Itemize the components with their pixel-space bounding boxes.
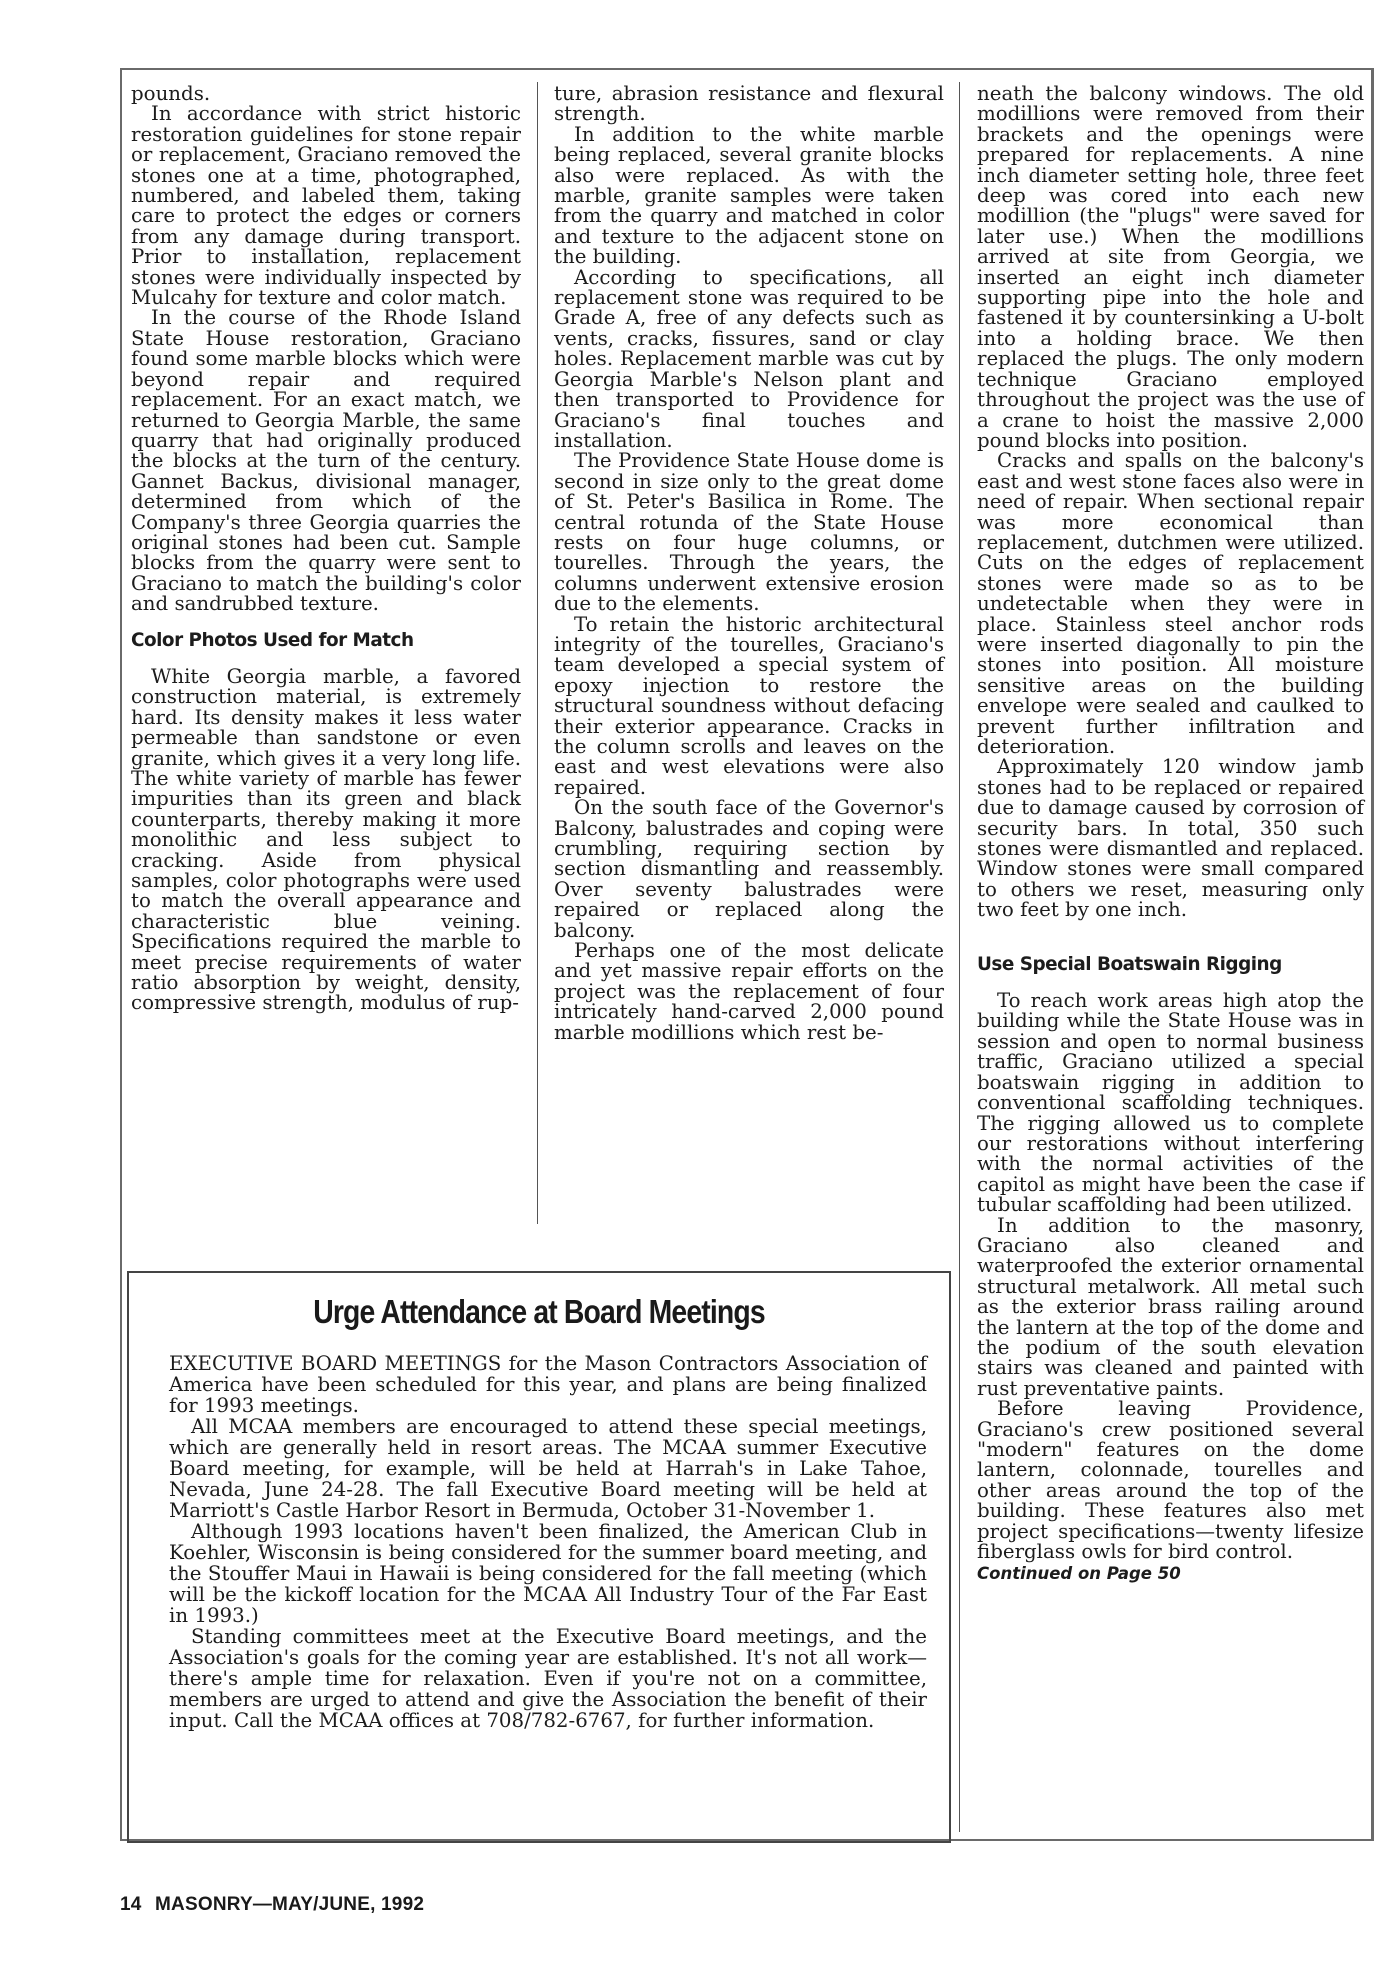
column-1 <box>131 84 521 1014</box>
paragraph: neath the balcony windows. The old modillions were removed from their brackets and the openings were prepared for replacements. A nine inch diameter setting hole, three feet deep was cored into each new modillion (the "plugs" were saved for later use.) When the modillions arrived at site from Georgia, we inserted an eight inch diameter supporting pipe into the hole and fastened it by countersinking a U-bolt into a holding brace. We then replaced the plugs. The only modern technique Graciano employed throughout the project was the use of a crane to hoist the massive 2,000 pound blocks into position. <box>977 82 1364 452</box>
column-3 <box>977 84 1364 1585</box>
paragraph: In accordance with strict historic restoration guidelines for stone repair or replacement, Graciano removed the stones one at a time, photographed, numbered, and labeled them, taking care to protect the edges or corners from any damage during transport. Prior to installation, replacement stones were individually inspected by Mulcahy for texture and color match. <box>131 102 521 310</box>
section-heading: Color Photos Used for Match <box>131 629 414 651</box>
publication-line: MASONRY—MAY/JUNE, 1992 <box>155 1894 425 1915</box>
box-body <box>169 1353 927 1731</box>
sidebar-box <box>127 1271 951 1843</box>
column-divider-1 <box>537 82 538 1224</box>
paragraph: On the south face of the Governor's Balcony, balustrades and coping were crumbling, requiring section by section dismantling and reassembly. Over seventy balustrades were repaired or replaced along the balcony. <box>554 796 944 942</box>
continued-note: Continued on Page 50 <box>977 1564 1181 1584</box>
paragraph: To reach work areas high atop the building while the State House was in session and open to normal business traffic, Graciano utilized a special boatswain rigging in addition to conventional scaffolding techniques. The rigging allowed us to complete our restorations without interfering with the normal activities of the capitol as might have been the case if tubular scaffolding had been utilized. <box>977 989 1364 1217</box>
paragraph: Before leaving Providence, Graciano's crew positioned several "modern" features on the dome lantern, colonnade, tourelles and other areas around the top of the building. These features also met project specifications—twenty lifesize fiberglass owls for bird control. <box>977 1397 1364 1564</box>
paragraph: In the course of the Rhode Island State House restoration, Graciano found some marble blocks which were beyond repair and required replacement. For an exact match, we returned to Georgia Marble, the same quarry that had originally produced the blocks at the turn of the century. Gannet Backus, divisional manager, determined from which of the Company's three Georgia quarries the original stones had been cut. Sample blocks from the quarry were sent to Graciano to match the building's color and sandrubbed texture. <box>131 306 521 616</box>
paragraph: Standing committees meet at the Executive Board meetings, and the Association's goals for the coming year are established. It's not all work—there's ample time for relaxation. Even if you're not on a committee, members are urged to attend and give the Association the benefit of their input. Call the MCAA offices at 708/782-6767, for further information. <box>169 1625 927 1732</box>
paragraph: pounds. <box>131 82 211 105</box>
box-title: Urge Attendance at Board Meetings <box>313 1293 765 1330</box>
section-heading: Use Special Boatswain Rigging <box>977 953 1282 975</box>
paragraph: Perhaps one of the most delicate and yet massive repair efforts on the project was the replacement of four intricately hand-carved 2,000 pound marble modillions which rest be- <box>554 939 944 1044</box>
paragraph: EXECUTIVE BOARD MEETINGS for the Mason Contractors Association of America have been scheduled for this year, and plans are being finalized for 1993 meetings. <box>169 1352 927 1417</box>
paragraph: In addition to the white marble being replaced, several granite blocks also were replaced. As with the marble, granite samples were taken from the quarry and matched in color and texture to the adjacent stone on the building. <box>554 122 944 269</box>
paragraph: White Georgia marble, a favored construction material, is extremely hard. Its density makes it less water permeable than sandstone or even granite, which gives it a very long life. The white variety of marble has fewer impurities than its green and black counterparts, thereby making it more monolithic and less subject to cracking. Aside from physical samples, color photographs were used to match the overall appearance and characteristic blue veining. Specifications required the marble to meet precise requirements of water ratio absorption by weight, density, compressive strength, modulus of rup- <box>131 664 521 1015</box>
paragraph: Cracks and spalls on the balcony's east and west stone faces also were in need of repair. When sectional repair was more economical than replacement, dutchmen were utilized. Cuts on the edges of replacement stones were made so as to be undetectable when they were in place. Stainless steel anchor rods were inserted diagonally to pin the stones into position. All moisture sensitive areas on the building envelope were sealed and caulked to prevent further infiltration and deterioration. <box>977 449 1364 758</box>
paragraph: The Providence State House dome is second in size only to the great dome of St. Peter's Basilica in Rome. The central rotunda of the State House rests on four huge columns, or tourelles. Through the years, the columns underwent extensive erosion due to the elements. <box>554 449 944 616</box>
paragraph: In addition to the masonry, Graciano also cleaned and waterproofed the exterior ornamental structural metalwork. All metal such as the exterior brass railing around the lantern at the top of the dome and the podium of the south elevation stairs was cleaned and painted with rust preventative paints. <box>977 1213 1364 1400</box>
paragraph: To retain the historic architectural integrity of the tourelles, Graciano's team developed a special system of epoxy injection to restore the structural soundness without defacing their exterior appearance. Cracks in the column scrolls and leaves on the east and west elevations were also repaired. <box>554 612 944 799</box>
column-2 <box>554 84 944 1043</box>
page-footer <box>120 1894 424 1916</box>
paragraph: All MCAA members are encouraged to attend these special meetings, which are generally held in resort areas. The MCAA summer Executive Board meeting, for example, will be held at Harrah's in Lake Tahoe, Nevada, June 24-28. The fall Executive Board meeting will be held at Marriott's Castle Harbor Resort in Bermuda, October 31-November 1. <box>169 1415 927 1522</box>
paragraph: ture, abrasion resistance and flexural strength. <box>554 82 944 126</box>
column-divider-2 <box>959 82 960 1832</box>
page-number: 14 <box>120 1894 142 1915</box>
paragraph: According to specifications, all replacement stone was required to be Grade A, free of any defects such as vents, cracks, fissures, sand or clay holes. Replacement marble was cut by Georgia Marble's Nelson plant and then transported to Providence for Graciano's final touches and installation. <box>554 265 944 452</box>
paragraph: Although 1993 locations haven't been finalized, the American Club in Koehler, Wisconsin is being considered for the summer board meeting, and the Stouffer Maui in Hawaii is being considered for the fall meeting (which will be the kickoff location for the MCAA All Industry Tour of the Far East in 1993.) <box>169 1520 927 1627</box>
paragraph: Approximately 120 window jamb stones had to be replaced or repaired due to damage caused by corrosion of security bars. In total, 350 such stones were dismantled and replaced. Window stones were small compared to others we reset, measuring only two feet by one inch. <box>977 755 1364 922</box>
